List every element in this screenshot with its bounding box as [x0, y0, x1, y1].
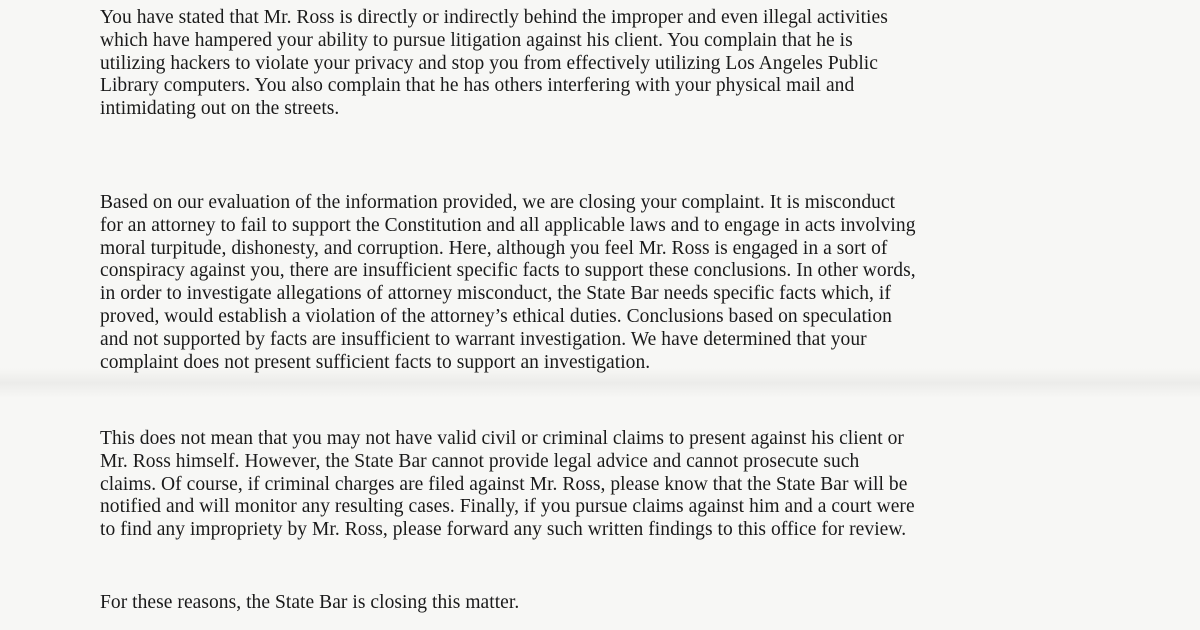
text-line: for an attorney to fail to support the Constitution and all applicable laws and to engage in acts involving — [100, 214, 916, 236]
paragraph-closing — [100, 592, 1100, 615]
text-line: This does not mean that you may not have valid civil or criminal claims to present against his client or — [100, 428, 904, 449]
text-line: conspiracy against you, there are insufficient specific facts to support these conclusions. In other words, — [100, 260, 916, 282]
text-line: For these reasons, the State Bar is closing this matter. — [100, 592, 520, 613]
text-line: proved, would establish a violation of the attorney’s ethical duties. Conclusions based on speculation — [100, 305, 892, 327]
text-line: Based on our evaluation of the information provided, we are closing your complaint. It is misconduct — [100, 192, 896, 213]
paragraph-evaluation — [100, 192, 1100, 374]
text-line: utilizing hackers to violate your privacy and stop you from effectively utilizing Los Angeles Public — [100, 52, 878, 74]
text-line: claims. Of course, if criminal charges are filed against Mr. Ross, please know that the State Bar will be — [100, 473, 908, 495]
paragraph-other-claims — [100, 428, 1100, 542]
text-line: notified and will monitor any resulting cases. Finally, if you pursue claims against him and a court were — [100, 496, 915, 518]
text-line: in order to investigate allegations of attorney misconduct, the State Bar needs specific facts which, if — [100, 283, 891, 305]
text-line: Mr. Ross himself. However, the State Bar cannot provide legal advice and cannot prosecute such — [100, 450, 860, 472]
text-line: intimidating out on the streets. — [100, 98, 340, 120]
paragraph-allegations — [100, 7, 1100, 121]
text-line: You have stated that Mr. Ross is directly or indirectly behind the improper and even illegal activities — [100, 7, 888, 28]
text-line: and not supported by facts are insufficient to warrant investigation. We have determined that your — [100, 328, 867, 350]
text-line: Library computers. You also complain that he has others interfering with your physical mail and — [100, 75, 855, 97]
text-line: which have hampered your ability to pursue litigation against his client. You complain that he is — [100, 29, 853, 51]
text-line: to find any impropriety by Mr. Ross, please forward any such written findings to this office for review. — [100, 519, 907, 541]
text-line: moral turpitude, dishonesty, and corruption. Here, although you feel Mr. Ross is engaged in a sort of — [100, 237, 888, 259]
text-line: complaint does not present sufficient facts to support an investigation. — [100, 351, 651, 373]
